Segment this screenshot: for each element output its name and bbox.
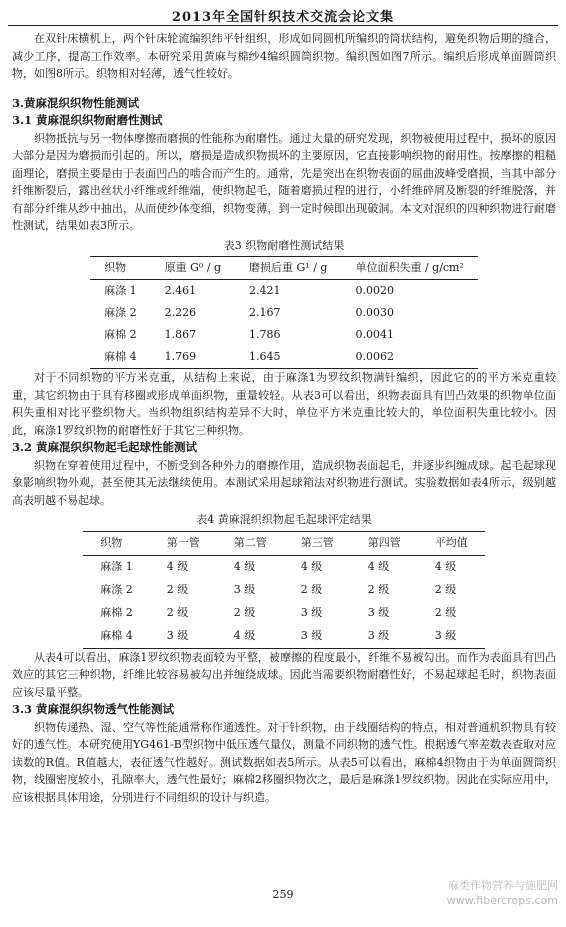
table-3-header-cell: 原重 G⁰ / g: [164, 261, 222, 275]
table-cell: 麻棉 4: [104, 350, 137, 364]
table-cell: 4 级: [233, 560, 256, 574]
table-cell: 1.786: [249, 328, 281, 342]
table-cell: 2.226: [164, 306, 197, 320]
table-cell: 1.867: [164, 328, 197, 342]
table-row: [90, 302, 478, 324]
section-3-2-paragraph-1: 织物在穿着使用过程中，不断受到各种外力的磨擦作用，造成织物表面起毛，并逐步纠缠成球。起毛起球现象影响织物外观，甚至使其无法继续使用。本测试采用起球箱法对织物进行测试。实验数据如表4所示，级别越高表明越不易起球。: [12, 458, 556, 507]
table-cell: 麻棉 4: [100, 629, 133, 643]
table-row: [90, 346, 478, 369]
table-cell: 0.0030: [355, 306, 394, 320]
table-cell: 2 级: [166, 606, 189, 620]
section-3-2-paragraph-2: 从表4可以看出，麻涤1罗纹织物表面较为平整，被摩擦的程度最小，纤维不易被勾出。而作为表面具有凹凸效应的其它三种织物，纤维比较容易被勾出并缠绕成球。因此当需要织物耐磨性好，不易起球起毛时，织物表面应该尽量平整。: [12, 650, 556, 699]
table-cell: 2 级: [166, 583, 189, 597]
table-cell: 3 级: [367, 629, 390, 643]
section-3-1-paragraph-2: 对于不同织物的平方米克重，从结构上来说，由于麻涤1为罗纹织物满针编织，因此它的的平方米克重较重，其它织物由于具有移圈或形成单面织物，重量较轻。从表3可以看出，织物表面具有凹凸效果的织物单位面积失重相对比平整织物大。当织物组织结构差异不大时，单位平方米克重比较大的，单位面积失重比较小。因此，麻涤1罗纹织物的耐磨性好于其它三种织物。: [12, 371, 556, 437]
table-row: [90, 324, 478, 346]
section-3-heading: 3.黄麻混织织物性能测试: [12, 95, 140, 110]
table-3-header-cell: 磨损后重 G¹ / g: [249, 261, 328, 275]
section-3-1-heading: 3.1 黄麻混织织物耐磨性测试: [12, 113, 163, 127]
table-4-header-cell: 第一管: [166, 536, 200, 550]
table-cell: 4 级: [233, 629, 256, 643]
table-cell: 2 级: [434, 606, 457, 620]
table-cell: 2 级: [233, 606, 256, 620]
table-cell: 4 级: [434, 560, 457, 574]
section-3-1-paragraph-1: 织物抵抗与另一物体摩擦而磨损的性能称为耐磨性。通过大量的研究发现，织物被使用过程中，损坏的原因大部分是因为磨损而引起的。所以，磨损是造成织物损坏的主要原因，它直接影响织物的耐用性。按摩擦的粗糙面理论，磨损主要是由于表面凹凸的啮合而产生的。通常，先是突出在织物表面的屈曲波峰受磨损，当其中部分纤维断裂后，露出丝状小纤维或纤维端，使织物起毛，随着磨损过程的进行，小纤维碎屑及断裂的纤维脱落，并有部分纤维从纱中抽出，从而使纱体变细，织物变薄，到一定时候即出现破洞。本文对混织的四种织物进行耐磨性测试，结果如表3所示。: [12, 131, 556, 232]
table-cell: 3 级: [300, 629, 323, 643]
table-cell: 2.421: [249, 284, 281, 298]
section-3-3-heading: 3.3 黄麻混织织物透气性能测试: [12, 702, 175, 716]
table-row: [83, 579, 485, 602]
running-header: 2013年全国针织技术交流会论文集: [171, 10, 395, 25]
table-cell: 2.167: [249, 306, 281, 320]
section-3-3-paragraph-1: 织物传递热、湿、空气等性能通常称作通透性。对于针织物，由于线圈结构的特点，相对普通机织物具有较好的透气性。本研究使用YG461-B型织物中低压透气量仪，测量不同织物的透气性。根据透气率差数表查取对应读数的R值。R值越大，表征透气性越好。测试数据如表5所示。从表5可以看出，麻棉4织物由于为单面圆筒织物，线圈密度较小，孔隙率大，透气性最好；麻棉2移圈织物次之，最后是麻涤1罗纹织物。因此在实际应用中，应该根据具体用途，分别进行不同组织的设计与织造。: [12, 720, 556, 804]
table-cell: 3 级: [367, 606, 390, 620]
table-row: [83, 555, 485, 579]
watermark-line-1: 麻类作物营养与施肥网: [448, 879, 558, 892]
table-3: [90, 256, 478, 369]
table-cell: 2 级: [300, 583, 323, 597]
table-cell: 麻涤 1: [104, 284, 137, 298]
table-3-header-cell: 织物: [104, 261, 127, 275]
table-4-header-cell: 第三管: [300, 536, 334, 550]
table-row: [83, 602, 485, 625]
table-cell: 0.0041: [355, 328, 394, 342]
section-3-2-heading: 3.2 黄麻混织织物起毛起球性能测试: [12, 440, 198, 454]
table-4-header-cell: 第四管: [367, 536, 401, 550]
table-row: [83, 625, 485, 649]
table-4-header-row: [83, 531, 485, 555]
body-content: [12, 30, 556, 806]
table-cell: 麻涤 2: [104, 306, 137, 320]
table-4-header-cell: 平均值: [434, 536, 468, 550]
table-3-header-cell: 单位面积失重 / g/cm²: [355, 261, 464, 275]
table-cell: 4 级: [166, 560, 189, 574]
table-cell: 麻涤 2: [100, 583, 133, 597]
table-cell: 3 级: [233, 583, 256, 597]
watermark: [447, 878, 558, 908]
table-cell: 麻涤 1: [100, 560, 133, 574]
table-cell: 麻棉 2: [100, 606, 133, 620]
table-cell: 3 级: [434, 629, 457, 643]
table-4-header-cell: 第二管: [233, 536, 267, 550]
table-cell: 2 级: [434, 583, 457, 597]
header-rule: [8, 25, 558, 26]
table-cell: 0.0020: [355, 284, 394, 298]
watermark-line-2: www.fibercrops.com: [446, 894, 558, 907]
table-4-caption: 表4 黄麻混织织物起毛起球评定结果: [196, 513, 372, 526]
table-3-header-row: [90, 257, 478, 280]
table-cell: 4 级: [367, 560, 390, 574]
table-cell: 3 级: [300, 606, 323, 620]
table-cell: 1.769: [164, 350, 197, 364]
table-cell: 2.461: [164, 284, 197, 298]
intro-paragraph: 在双针床横机上，两个针床轮流编织纬平针组织，形成如同圆机所编织的筒状结构，避免织物后期的缝合，减少工序，提高工作效率。本研究采用黄麻与棉纱4编织圆筒织物。编织图如图7所示。编织后形成单面圆筒织物，如图8所示。织物相对轻薄，透气性较好。: [12, 32, 556, 80]
table-4: [83, 531, 485, 649]
table-cell: 2 级: [367, 583, 390, 597]
table-3-caption: 表3 织物耐磨性测试结果: [223, 238, 345, 252]
table-cell: 1.645: [249, 350, 281, 364]
table-row: [90, 280, 478, 303]
table-4-header-cell: 织物: [100, 536, 123, 550]
page-number: 259: [272, 888, 294, 901]
table-cell: 4 级: [300, 560, 323, 574]
table-cell: 麻棉 2: [104, 328, 137, 342]
table-cell: 0.0062: [355, 350, 394, 364]
table-cell: 3 级: [166, 629, 189, 643]
